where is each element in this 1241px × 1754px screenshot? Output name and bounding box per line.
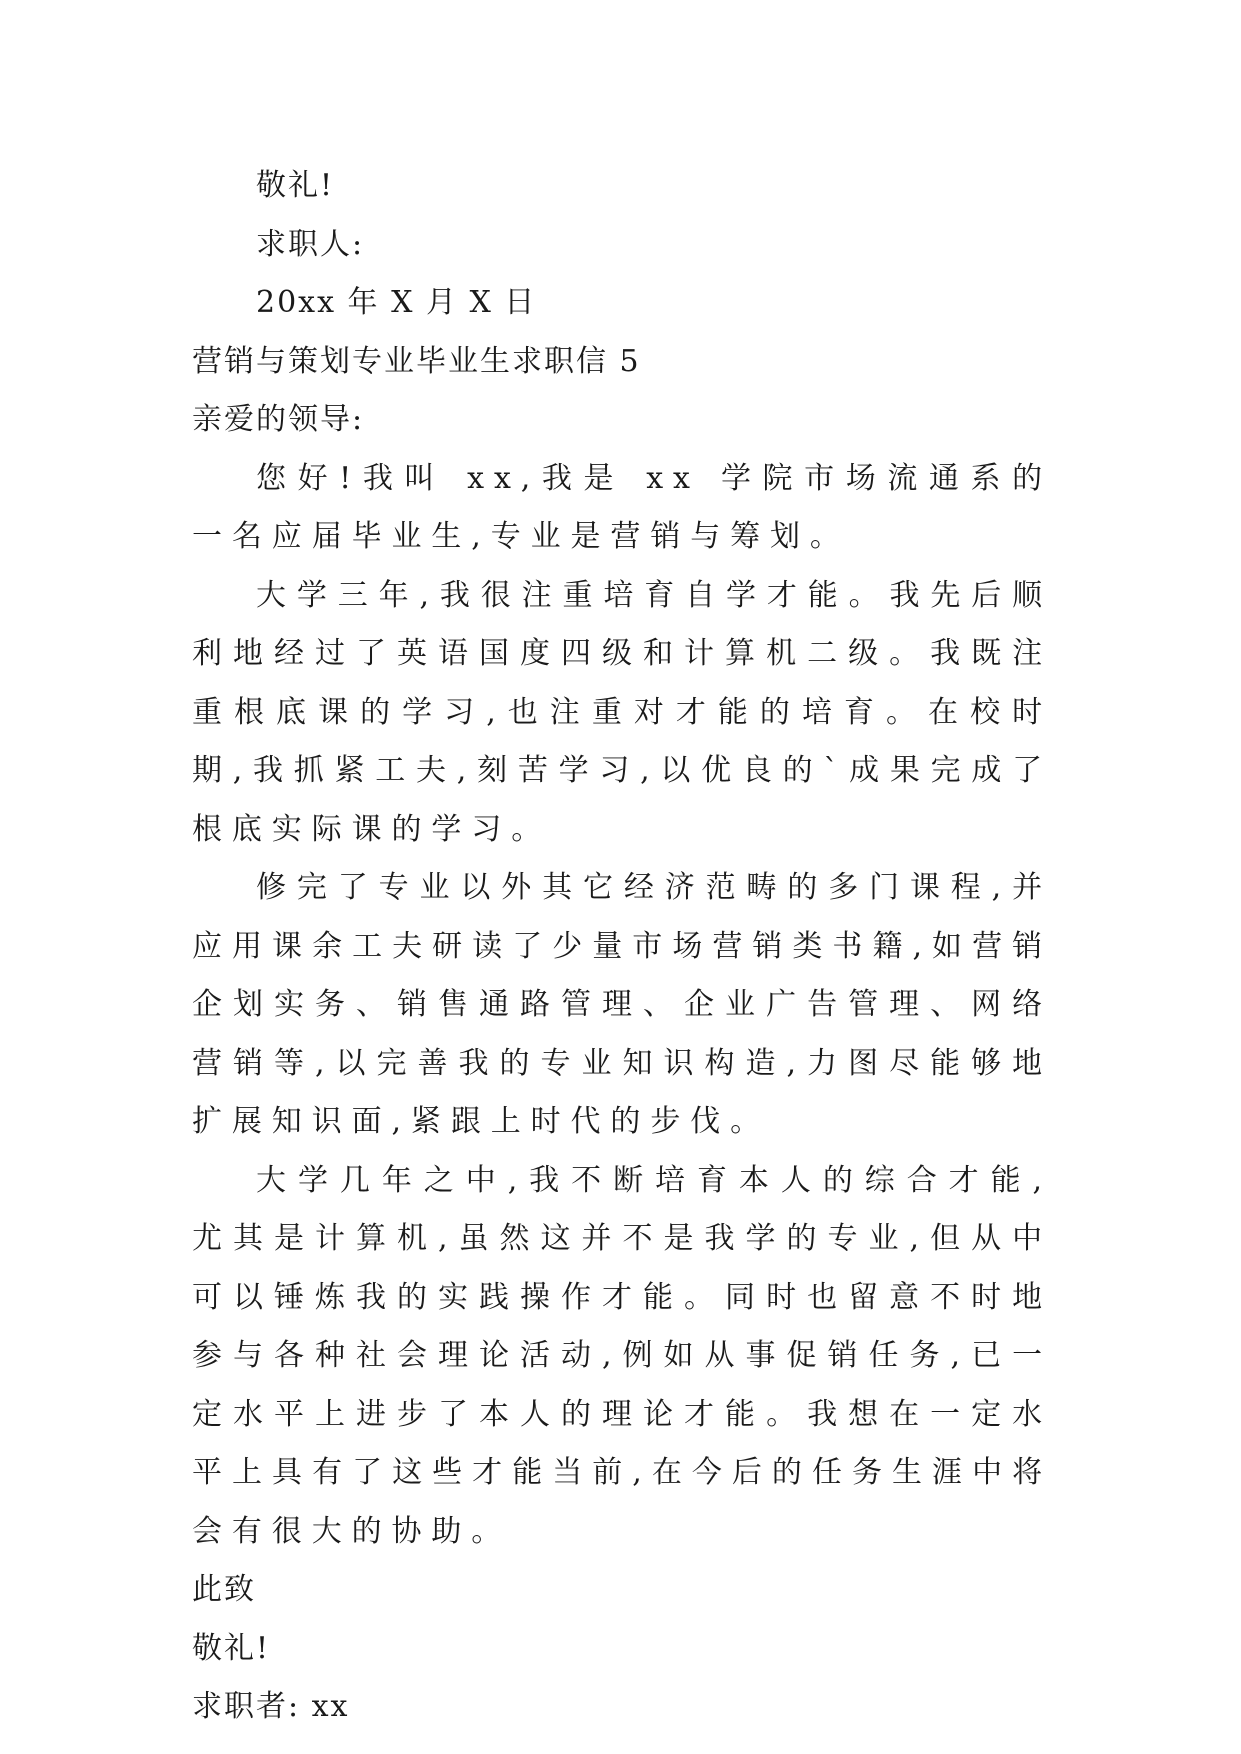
prev-letter-date: 20xx 年 X 月 X 日 (256, 285, 537, 320)
prev-letter-signature: 求职人: (256, 226, 365, 262)
prev-letter-salute: 敬礼! (256, 168, 335, 203)
letter-closing-cizhi: 此致 (192, 1572, 256, 1607)
letter-closing-jingli: 敬礼! (192, 1630, 271, 1666)
document-body (192, 157, 1052, 1737)
letter-paragraph-3: 修完了专业以外其它经济范畴的多门课程,并应用课余工夫研读了少量市场营销类书籍,如营销企划实务、销售通路管理、企业广告管理、网络营销等,以完善我的专业知识构造,力图尽能够地扩展知识面,紧跟上时代的步伐。 (192, 870, 1052, 1139)
letter-signature: 求职者: xx (192, 1689, 350, 1724)
letter-paragraph-1: 您好!我叫 xx,我是 xx 学院市场流通系的一名应届毕业生,专业是营销与筹划。 (192, 460, 1052, 554)
letter-greeting: 亲爱的领导: (192, 402, 365, 437)
letter-title: 营销与策划专业毕业生求职信 5 (192, 343, 641, 379)
letter-paragraph-4: 大学几年之中,我不断培育本人的综合才能,尤其是计算机,虽然这并不是我学的专业,但从中可以锤炼我的实践操作才能。同时也留意不时地参与各种社会理论活动,例如从事促销任务,已一定水平上进步了本人的理论才能。我想在一定水平上具有了这些才能当前,在今后的任务生涯中将会有很大的协助。 (192, 1162, 1052, 1549)
letter-paragraph-2: 大学三年,我很注重培育自学才能。我先后顺利地经过了英语国度四级和计算机二级。我既注重根底课的学习,也注重对才能的培育。在校时期,我抓紧工夫,刻苦学习,以优良的`成果完成了根底实际课的学习。 (192, 577, 1052, 847)
